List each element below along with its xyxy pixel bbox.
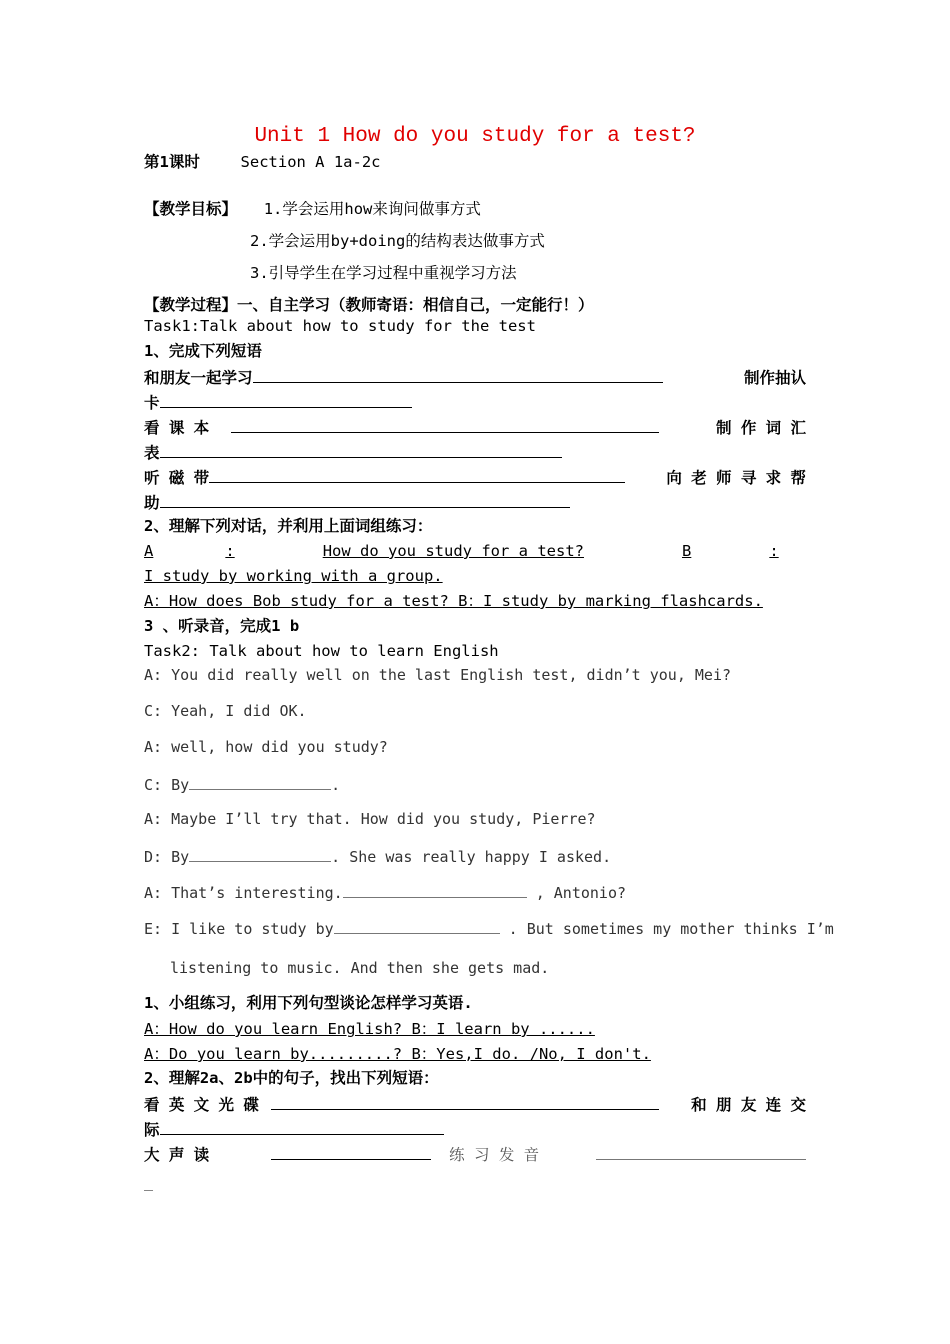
phrase-row-3b	[144, 491, 570, 513]
phrase-ask-teacher: 向 老 师 寻 求 帮	[666, 469, 806, 487]
objectives-label: 【教学目标】	[144, 200, 238, 218]
answer-blank[interactable]	[231, 416, 659, 433]
phrase-row-1	[144, 366, 806, 388]
conversation-line-3: A: well, how did you study?	[144, 738, 388, 756]
conversation-line-6	[144, 845, 611, 867]
phrase-make-friends-end: 际	[144, 1121, 160, 1139]
answer-blank[interactable]	[343, 881, 527, 898]
phrase-row-1b	[144, 391, 412, 413]
phrase-row-4	[144, 1093, 806, 1115]
practice-question-1: 1、小组练习，利用下列句型谈论怎样学习英语.	[144, 994, 473, 1012]
objectives-line-1	[144, 199, 481, 219]
conversation-text: .	[331, 776, 341, 794]
practice-question-2: 2、理解2a、2b中的句子，找出下列短语：	[144, 1069, 439, 1087]
phrase-row-3	[144, 466, 806, 488]
phrase-row-2	[144, 416, 806, 438]
dialog-a-label: A	[144, 542, 154, 560]
conversation-line-4	[144, 773, 340, 795]
answer-blank[interactable]	[271, 1143, 431, 1160]
phrase-make-flashcards-end: 卡	[144, 394, 160, 412]
dialog-b-label: B	[681, 542, 692, 560]
practice-sentence-2: A：Do you learn by.........? B：Yes,I do. /No, I don't.	[144, 1045, 651, 1063]
dialog-a-question: How do you study for a test?	[322, 542, 584, 560]
conversation-text: . But sometimes my mother thinks I’m	[499, 920, 834, 938]
lesson-line	[144, 152, 381, 172]
conversation-line-2: C: Yeah, I did OK.	[144, 702, 307, 720]
conversation-text: D: By	[144, 848, 190, 866]
lesson-period: 第1课时	[144, 153, 200, 171]
phrase-row-4b	[144, 1118, 444, 1140]
phrase-practice-pronunciation: 练 习 发 音	[449, 1146, 540, 1164]
task2-title: Task2: Talk about how to learn English	[144, 642, 499, 660]
conversation-text: , Antonio?	[526, 884, 627, 902]
phrase-ask-teacher-end: 助	[144, 494, 160, 512]
phrase-make-flashcards: 制作抽认	[743, 369, 806, 387]
practice-sentence-1: A：How do you learn English? B：I learn by ......	[144, 1020, 595, 1038]
phrase-make-vocab-list-end: 表	[144, 444, 160, 462]
conversation-line-8	[144, 917, 834, 939]
process-line	[144, 295, 594, 315]
phrase-read-textbook: 看 课 本	[144, 419, 210, 437]
phrase-read-aloud: 大 声 读	[144, 1146, 210, 1164]
phrase-make-vocab-list: 制 作 词 汇	[716, 419, 806, 437]
task1-question-3: 3 、听录音，完成1 b	[144, 617, 300, 635]
objective-item-3: 3.引导学生在学习过程中重视学习方法	[250, 264, 517, 282]
page-title: Unit 1 How do you study for a test?	[254, 125, 696, 148]
task1-question-1: 1、完成下列短语	[144, 342, 262, 360]
objective-item-1: 1.学会运用how来询问做事方式	[263, 200, 481, 218]
phrase-row-5	[144, 1143, 806, 1165]
conversation-text: A: That’s interesting.	[144, 884, 343, 902]
phrase-watch-english-dvd: 看 英 文 光 碟	[144, 1096, 259, 1114]
phrase-study-with-friends: 和朋友一起学习	[144, 369, 253, 387]
answer-blank[interactable]	[160, 391, 412, 408]
dialog-line-2: I study by working with a group.	[144, 567, 443, 585]
dialog-colon: :	[769, 542, 779, 560]
objective-item-2: 2.学会运用by+doing的结构表达做事方式	[250, 232, 545, 250]
conversation-text: . She was really happy I asked.	[331, 848, 612, 866]
dialog-colon: :	[225, 542, 235, 560]
process-step-1: 一、自主学习（教师寄语：相信自己，一定能行！）	[237, 296, 594, 314]
answer-blank[interactable]	[160, 1118, 444, 1135]
answer-blank[interactable]	[271, 1093, 659, 1110]
dialog-line-1	[144, 541, 806, 561]
conversation-line-7	[144, 881, 626, 903]
conversation-line-9: listening to music. And then she gets mad.	[170, 959, 550, 977]
phrase-listen-to-tapes: 听 磁 带	[144, 469, 210, 487]
answer-blank[interactable]	[209, 466, 625, 483]
lesson-section: Section A 1a-2c	[240, 153, 381, 171]
task1-question-2: 2、理解下列对话，并利用上面词组练习：	[144, 517, 433, 535]
answer-blank[interactable]	[334, 917, 500, 934]
task1-title: Task1:Talk about how to study for the test	[144, 317, 536, 335]
answer-blank[interactable]	[253, 366, 663, 383]
conversation-text: C: By	[144, 776, 190, 794]
conversation-line-1: A: You did really well on the last English test, didn’t you, Mei?	[144, 666, 731, 684]
answer-blank[interactable]	[160, 441, 562, 458]
phrase-row-2b	[144, 441, 562, 463]
conversation-text: E: I like to study by	[144, 920, 334, 938]
answer-blank[interactable]	[189, 773, 331, 790]
answer-blank[interactable]	[189, 845, 331, 862]
trailing-mark: _	[144, 1173, 154, 1191]
answer-blank[interactable]	[596, 1143, 806, 1160]
conversation-line-5: A: Maybe I’ll try that. How did you study, Pierre?	[144, 810, 596, 828]
process-label: 【教学过程】	[144, 296, 238, 314]
answer-blank[interactable]	[160, 491, 570, 508]
phrase-make-friends: 和 朋 友 连 交	[691, 1096, 806, 1114]
dialog-line-3: A：How does Bob study for a test? B：I study by marking flashcards.	[144, 592, 763, 610]
